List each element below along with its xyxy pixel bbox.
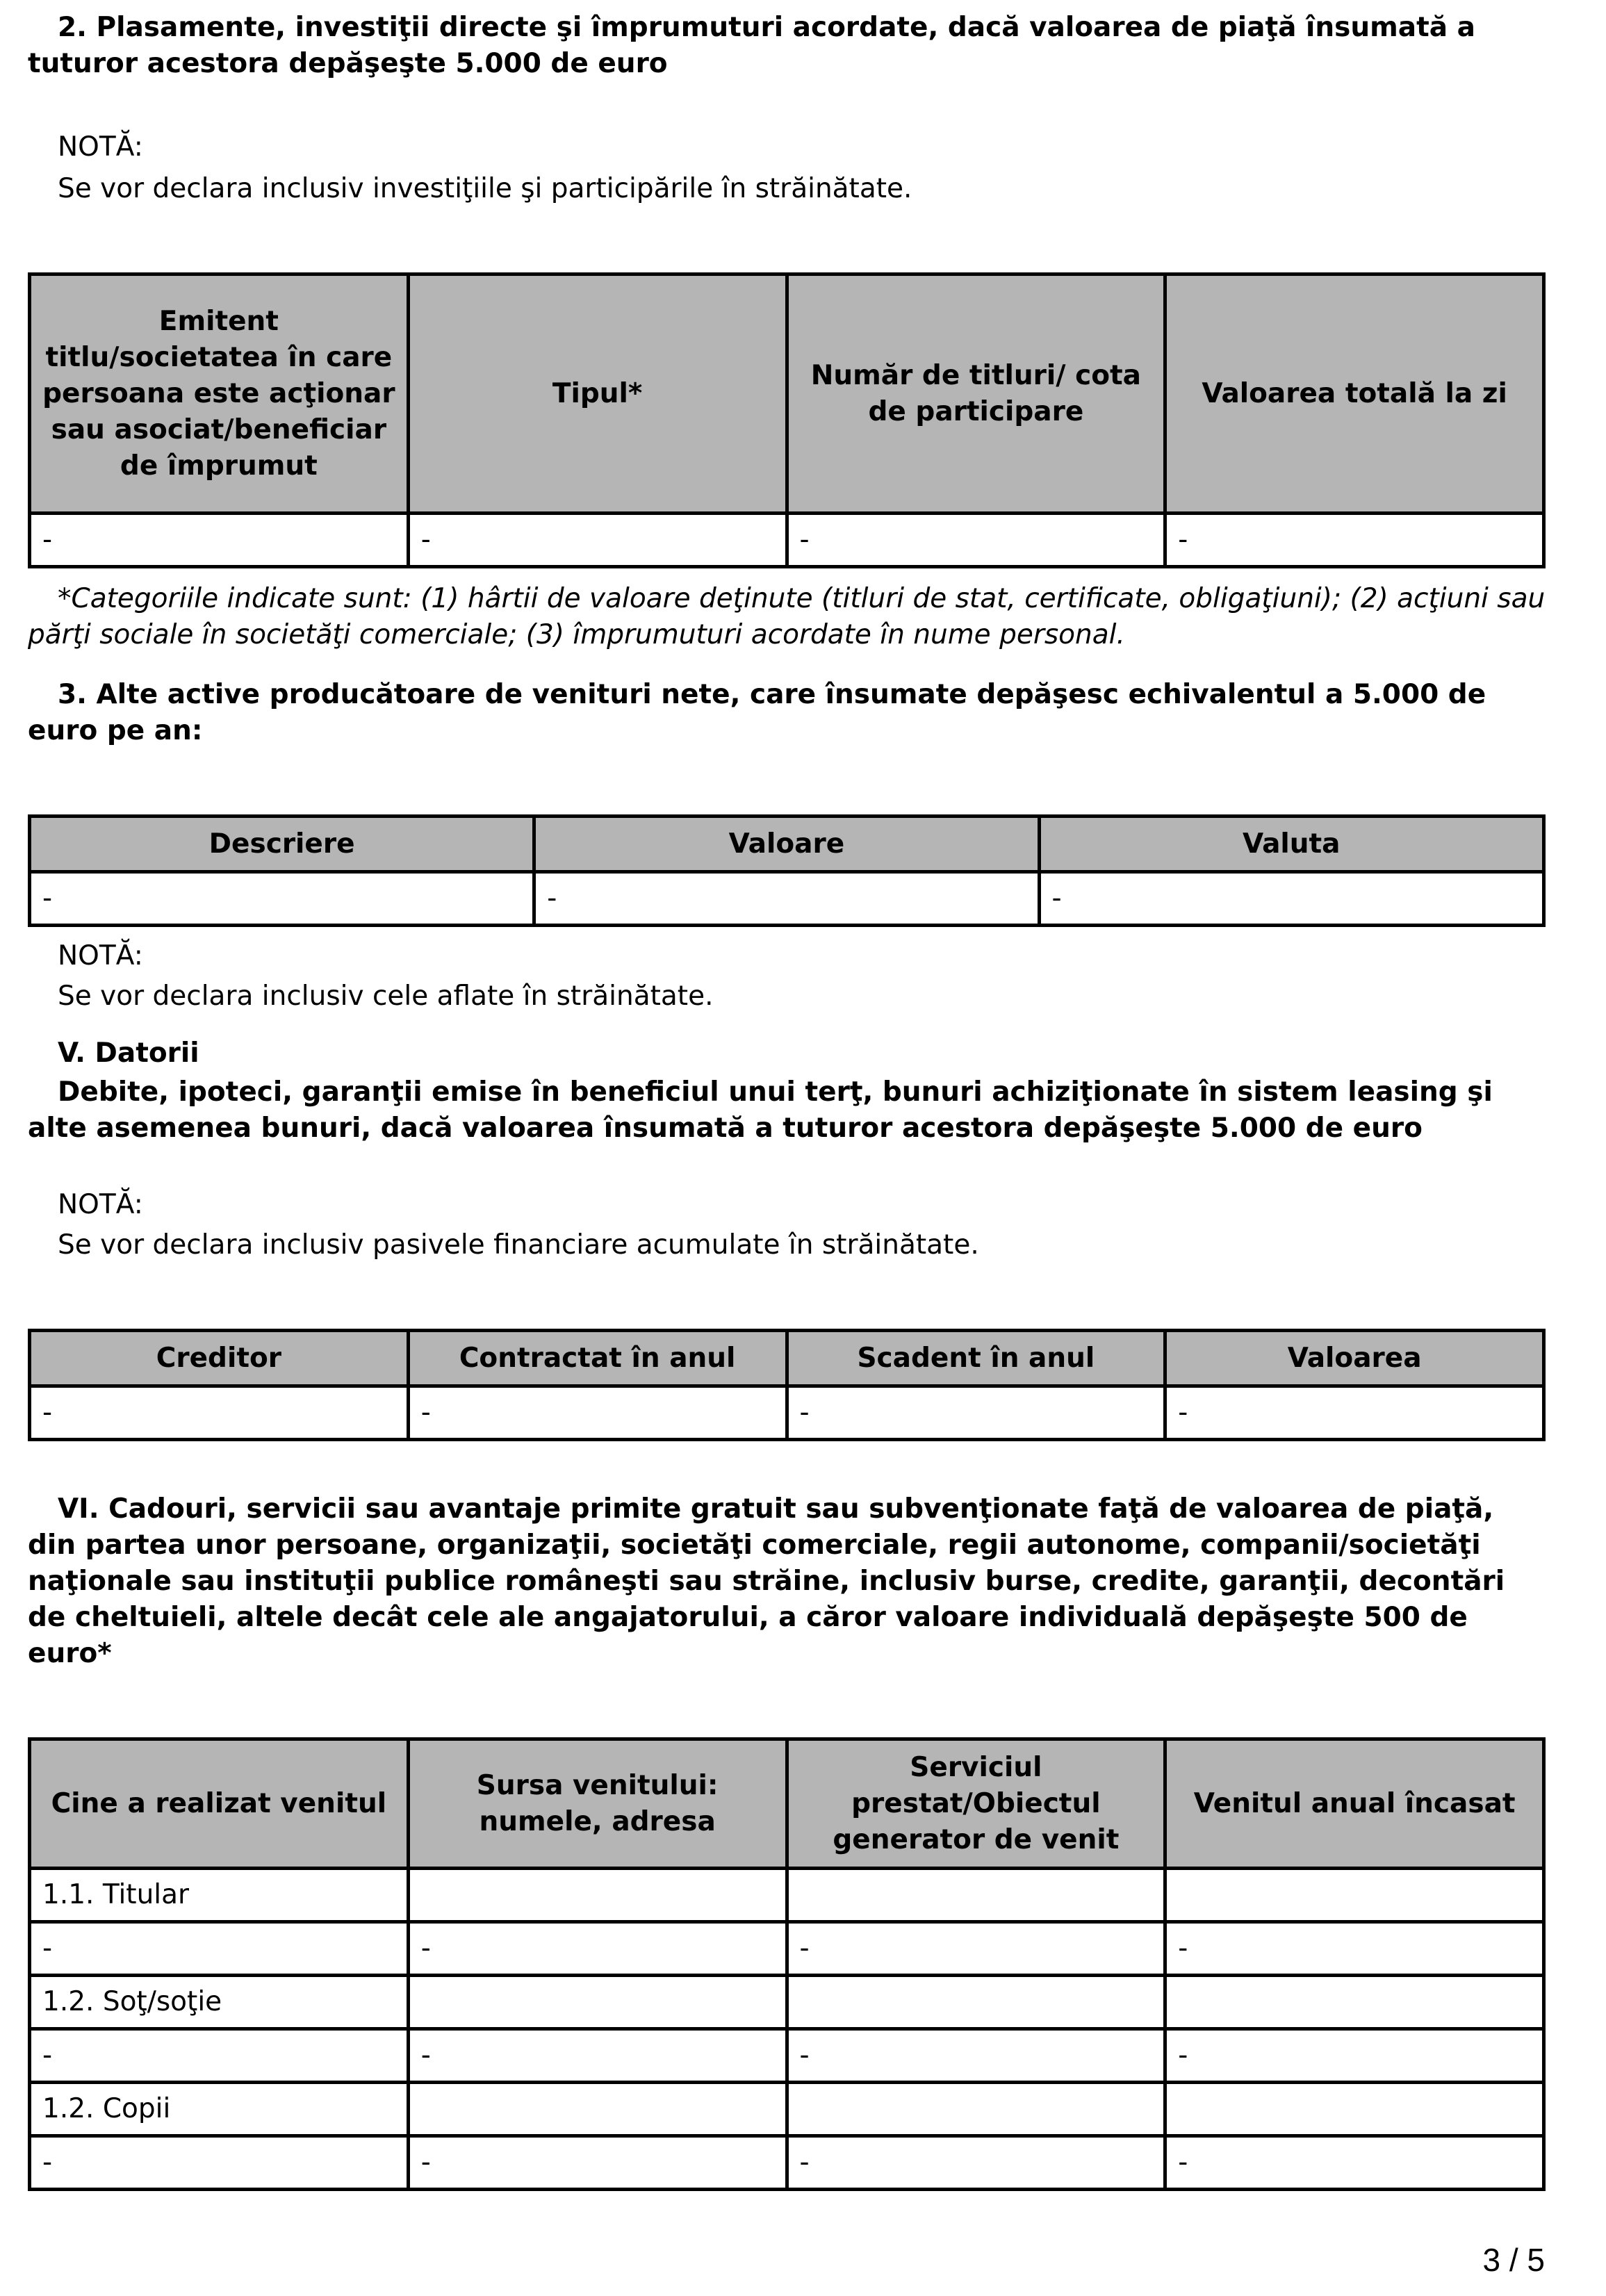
table-cell: - (787, 2029, 1165, 2083)
section6-heading: VI. Cadouri, servicii sau avantaje primite gratuit sau subvenţionate faţă de valoarea de piaţă, din partea unor persoane, organizaţii, societăţi comerciale, regii autonome, companii/societăţi naţionale sau instituţii publice româneşti sau străine, inclusiv burse, credite, garanţii, decontări de cheltuieli, altele decât cele ale angajatorului, a căror valoare individuală depăşeşte 500 de euro* (28, 1493, 1505, 1669)
investments-header-shares: Număr de titluri/ cota de participare (787, 274, 1165, 514)
section5-title: V. Datorii (58, 1038, 199, 1069)
gifts-header-annual-income: Venitul anual încasat (1165, 1739, 1544, 1869)
gifts-header-source: Sursa venitului: numele, adresa (408, 1739, 787, 1869)
table-cell (787, 1869, 1165, 1922)
table-row (30, 2029, 1544, 2083)
table-cell (408, 2083, 787, 2136)
page-number: 3 / 5 (1482, 2242, 1545, 2278)
table-cell: - (1165, 1922, 1544, 1976)
table-row (30, 872, 1544, 926)
table-cell: - (408, 514, 787, 567)
table-row (30, 2136, 1544, 2190)
debts-header-due-year: Scadent în anul (787, 1331, 1165, 1386)
investments-header-row (30, 274, 1544, 514)
table-cell (787, 1976, 1165, 2029)
debts-table (28, 1329, 1546, 1441)
table-cell: 1.1. Titular (30, 1869, 409, 1922)
table-cell: - (787, 514, 1165, 567)
table-row (30, 1976, 1544, 2029)
table-cell (787, 2083, 1165, 2136)
table-cell: - (30, 514, 409, 567)
table-row (30, 2083, 1544, 2136)
table-cell (408, 1976, 787, 2029)
table-cell: - (787, 2136, 1165, 2190)
section3-heading: 3. Alte active producătoare de venituri nete, care însumate depăşesc echivalentul a 5.000 de euro pe an: (28, 679, 1486, 746)
other-assets-header-row (30, 817, 1544, 872)
table-cell: - (1165, 514, 1544, 567)
table-row (30, 514, 1544, 567)
other-assets-table (28, 814, 1546, 927)
table-cell: - (1039, 872, 1544, 926)
table-cell: - (408, 1386, 787, 1440)
table-cell: - (30, 1922, 409, 1976)
section3-note-label: NOTĂ: (58, 940, 143, 971)
table-cell: - (30, 2136, 409, 2190)
gifts-header-service: Serviciul prestat/Obiectul generator de venit (787, 1739, 1165, 1869)
table-cell (1165, 1869, 1544, 1922)
table-cell: 1.2. Copii (30, 2083, 409, 2136)
declaration-page (28, 10, 1546, 2191)
debts-header-value: Valoarea (1165, 1331, 1544, 1386)
table-cell (1165, 2083, 1544, 2136)
section2-footnote: *Categoriile indicate sunt: (1) hârtii de valoare deţinute (titluri de stat, certificate, obligaţiuni); (2) acţiuni sau părţi sociale în societăţi comerciale; (3) împrumuturi acordate în nume personal. (28, 583, 1546, 650)
table-cell (408, 1869, 787, 1922)
section5-note-text: Se vor declara inclusiv pasivele financiare acumulate în străinătate. (58, 1229, 979, 1261)
investments-table (28, 272, 1546, 568)
other-assets-header-description: Descriere (30, 817, 534, 872)
section2-heading: 2. Plasamente, investiţii directe şi împrumuturi acordate, dacă valoarea de piaţă însumată a tuturor acestora depăşeşte 5.000 de euro (28, 12, 1475, 79)
table-cell: - (787, 1922, 1165, 1976)
section2-note-label: NOTĂ: (58, 131, 143, 163)
gifts-table (28, 1737, 1546, 2191)
table-cell: 1.2. Soţ/soţie (30, 1976, 409, 2029)
table-cell: - (534, 872, 1039, 926)
debts-header-contracted-year: Contractat în anul (408, 1331, 787, 1386)
debts-header-row (30, 1331, 1544, 1386)
gifts-header-row (30, 1739, 1544, 1869)
table-cell: - (30, 2029, 409, 2083)
table-cell: - (787, 1386, 1165, 1440)
investments-header-type: Tipul* (408, 274, 787, 514)
table-cell: - (408, 2136, 787, 2190)
table-cell: - (1165, 2136, 1544, 2190)
section2-note-text: Se vor declara inclusiv investiţiile şi participările în străinătate. (58, 173, 912, 204)
investments-header-issuer: Emitent titlu/societatea în care persoana este acţionar sau asociat/beneficiar de împrumut (30, 274, 409, 514)
table-row (30, 1869, 1544, 1922)
debts-header-creditor: Creditor (30, 1331, 409, 1386)
table-cell: - (1165, 2029, 1544, 2083)
section3-note-text: Se vor declara inclusiv cele aflate în străinătate. (58, 981, 714, 1012)
table-cell (1165, 1976, 1544, 2029)
table-cell: - (408, 2029, 787, 2083)
other-assets-header-value: Valoare (534, 817, 1039, 872)
other-assets-header-currency: Valuta (1039, 817, 1544, 872)
investments-header-total-value: Valoarea totală la zi (1165, 274, 1544, 514)
section5-heading: Debite, ipoteci, garanţii emise în beneficiul unui terţ, bunuri achiziţionate în sistem leasing şi alte asemenea bunuri, dacă valoarea însumată a tuturor acestora depăşeşte 5.000 de euro (28, 1076, 1493, 1144)
section5-note-label: NOTĂ: (58, 1189, 143, 1220)
table-row (30, 1386, 1544, 1440)
table-cell: - (1165, 1386, 1544, 1440)
gifts-header-who: Cine a realizat venitul (30, 1739, 409, 1869)
table-cell: - (408, 1922, 787, 1976)
table-cell: - (30, 1386, 409, 1440)
table-row (30, 1922, 1544, 1976)
table-cell: - (30, 872, 534, 926)
